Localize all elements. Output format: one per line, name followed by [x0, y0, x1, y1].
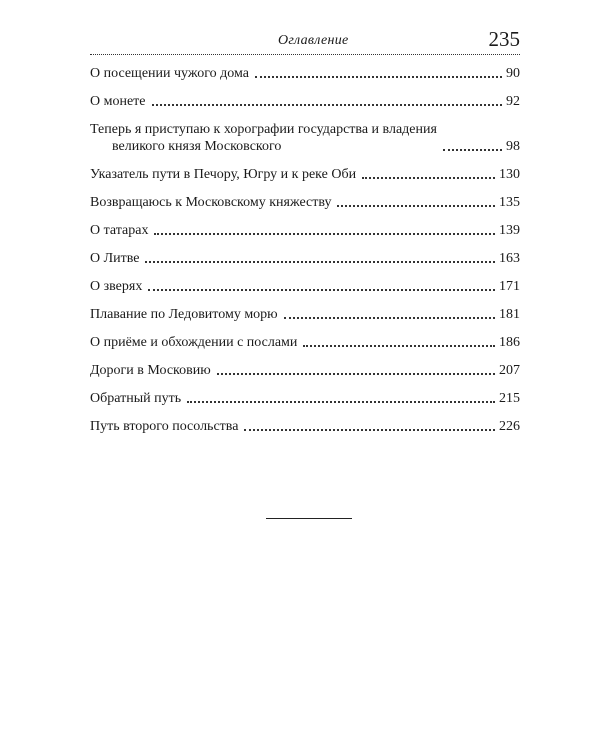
- toc-entry: [90, 334, 520, 351]
- toc-entry-title-line-2: великого князя Московского: [112, 139, 282, 154]
- toc-entry-title: Плавание по Ледовитому морю: [90, 307, 278, 322]
- toc-entry-title: О приёме и обхождении с послами: [90, 335, 298, 350]
- toc-entry: [90, 306, 520, 323]
- toc-entry-title: Указатель пути в Печору, Югру и к реке Оби: [90, 167, 357, 182]
- toc-entry: [90, 418, 520, 435]
- header-title: Оглавление: [278, 33, 349, 48]
- toc-entry-title: О Литве: [90, 251, 140, 266]
- dot-leader: [148, 289, 495, 291]
- toc-entry: [90, 121, 520, 155]
- toc-entry-title: О посещении чужого дома: [90, 66, 249, 81]
- dot-leader: [255, 76, 502, 78]
- toc-entry-title: [90, 121, 437, 155]
- running-header: [90, 24, 520, 55]
- toc-entry-page: 181: [499, 307, 520, 322]
- toc-entry-title: О монете: [90, 94, 146, 109]
- toc-entry: [90, 93, 520, 110]
- toc-entry-page: 130: [499, 167, 520, 182]
- toc-entry: [90, 194, 520, 211]
- toc-entry: [90, 278, 520, 295]
- dot-leader: [152, 104, 502, 106]
- toc-entry-title: Дороги в Московию: [90, 363, 211, 378]
- toc-entry-title-line-1: Теперь я приступаю к хорографии государства и владения: [90, 122, 437, 137]
- dot-leader: [187, 401, 495, 403]
- toc-entry-page: 139: [499, 223, 520, 238]
- toc-entry-title: Обратный путь: [90, 391, 182, 406]
- toc-entry: [90, 166, 520, 183]
- dot-leader: [362, 177, 495, 179]
- toc-entry: [90, 250, 520, 267]
- toc-entry-page: 215: [499, 391, 520, 406]
- table-of-contents: [90, 65, 520, 446]
- dot-leader: [443, 149, 502, 151]
- toc-entry-page: 92: [506, 94, 520, 109]
- dot-leader: [284, 317, 495, 319]
- toc-entry: [90, 65, 520, 82]
- toc-entry-page: 135: [499, 195, 520, 210]
- toc-entry-page: 207: [499, 363, 520, 378]
- dot-leader: [154, 233, 495, 235]
- toc-entry-page: 98: [506, 139, 520, 154]
- toc-entry-page: 90: [506, 66, 520, 81]
- toc-entry-title: О татарах: [90, 223, 149, 238]
- dot-leader: [337, 205, 495, 207]
- toc-entry-title: Возвращаюсь к Московскому княжеству: [90, 195, 332, 210]
- dot-leader: [244, 429, 495, 431]
- toc-entry-page: 171: [499, 279, 520, 294]
- toc-entry: [90, 362, 520, 379]
- dot-leader: [145, 261, 495, 263]
- toc-entry-page: 163: [499, 251, 520, 266]
- toc-entry-page: 186: [499, 335, 520, 350]
- section-divider: [266, 518, 352, 519]
- dot-leader: [217, 373, 495, 375]
- dot-leader: [303, 345, 495, 347]
- toc-entry: [90, 222, 520, 239]
- toc-entry-title: Путь второго посольства: [90, 419, 239, 434]
- toc-entry-title: О зверях: [90, 279, 143, 294]
- toc-entry-page: 226: [499, 419, 520, 434]
- toc-entry: [90, 390, 520, 407]
- header-page-number: 235: [488, 27, 520, 51]
